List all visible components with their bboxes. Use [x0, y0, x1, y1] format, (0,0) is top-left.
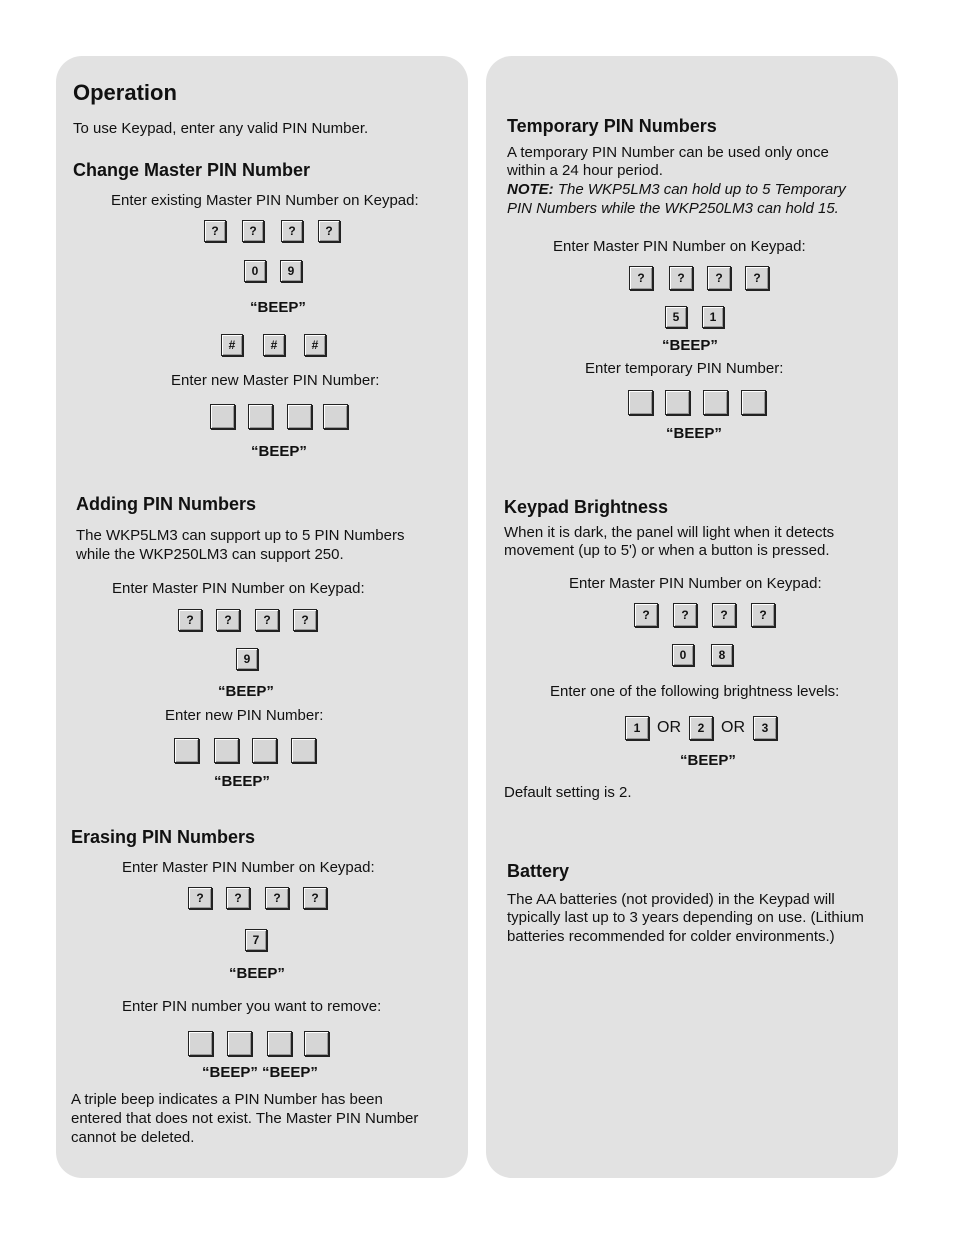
or-label: OR: [721, 719, 745, 736]
key-button: ?: [242, 220, 264, 242]
key-button: 0: [672, 644, 694, 666]
erasing-note-line3: cannot be deleted.: [71, 1129, 195, 1146]
key-button: 9: [236, 648, 258, 670]
key-button: [188, 1031, 213, 1056]
key-button: [304, 1031, 329, 1056]
temporary-step2: Enter temporary PIN Number:: [585, 360, 784, 377]
page-title: Operation: [73, 80, 177, 105]
key-button: ?: [281, 220, 303, 242]
key-button: ?: [745, 266, 769, 290]
key-button: 1: [625, 716, 649, 740]
key-button: ?: [634, 603, 658, 627]
key-button: 7: [245, 929, 267, 951]
battery-line1: The AA batteries (not provided) in the Keypad will: [507, 891, 835, 908]
erasing-keys-code: [245, 929, 267, 951]
key-button: ?: [712, 603, 736, 627]
beep-label: “BEEP” “BEEP”: [202, 1064, 318, 1081]
key-button: [252, 738, 277, 763]
key-button: 8: [711, 644, 733, 666]
key-button: [703, 390, 728, 415]
erasing-note-line2: entered that does not exist. The Master PIN Number: [71, 1110, 419, 1127]
erasing-keys-master: [188, 887, 327, 909]
key-button: #: [263, 334, 285, 356]
erasing-note-line1: A triple beep indicates a PIN Number has been: [71, 1091, 383, 1108]
temporary-keys-new: [628, 390, 766, 415]
key-button: #: [221, 334, 243, 356]
note-label: NOTE:: [507, 181, 554, 198]
key-button: 5: [665, 306, 687, 328]
key-button: 9: [280, 260, 302, 282]
key-button: ?: [669, 266, 693, 290]
brightness-heading: Keypad Brightness: [504, 497, 669, 517]
change-master-keys-new: [210, 404, 348, 429]
key-button: ?: [226, 887, 250, 909]
key-button: #: [304, 334, 326, 356]
beep-label: “BEEP”: [251, 443, 307, 460]
brightness-default: Default setting is 2.: [504, 784, 632, 801]
adding-keys-new: [174, 738, 316, 763]
key-button: ?: [216, 609, 240, 631]
adding-keys-master: [178, 609, 317, 631]
temporary-note-line2: PIN Numbers while the WKP250LM3 can hold 15.: [507, 200, 839, 217]
adding-keys-code: [236, 648, 258, 670]
key-button: [227, 1031, 252, 1056]
key-button: [174, 738, 199, 763]
key-button: [267, 1031, 292, 1056]
erasing-keys-remove: [188, 1031, 329, 1056]
change-master-keys-code: [244, 260, 302, 282]
brightness-desc-line2: movement (up to 5') or when a button is pressed.: [504, 542, 830, 559]
key-button: [214, 738, 239, 763]
key-button: ?: [188, 887, 212, 909]
adding-step2: Enter new PIN Number:: [165, 707, 324, 724]
key-button: ?: [255, 609, 279, 631]
adding-desc-line2: while the WKP250LM3 can support 250.: [76, 546, 344, 563]
erasing-step1: Enter Master PIN Number on Keypad:: [122, 859, 375, 876]
beep-label: “BEEP”: [218, 683, 274, 700]
key-button: [741, 390, 766, 415]
battery-line2: typically last up to 3 years depending on use. (Lithium: [507, 909, 864, 926]
key-button: ?: [265, 887, 289, 909]
key-button: [323, 404, 348, 429]
key-button: ?: [178, 609, 202, 631]
key-button: [210, 404, 235, 429]
beep-label: “BEEP”: [214, 773, 270, 790]
intro-text: To use Keypad, enter any valid PIN Number.: [73, 120, 369, 137]
key-button: [665, 390, 690, 415]
change-master-keys-hash: [221, 334, 326, 356]
change-master-keys-existing: [204, 220, 340, 242]
beep-label: “BEEP”: [662, 337, 718, 354]
temporary-keys-master: [629, 266, 769, 290]
temporary-keys-code: [665, 306, 724, 328]
key-button: ?: [629, 266, 653, 290]
brightness-keys-code: [672, 644, 733, 666]
change-master-step2: Enter new Master PIN Number:: [171, 372, 380, 389]
key-button: ?: [318, 220, 340, 242]
brightness-desc-line1: When it is dark, the panel will light when it detects: [504, 524, 835, 541]
temporary-note-line1: [507, 180, 846, 199]
key-button: ?: [673, 603, 697, 627]
key-button: ?: [707, 266, 731, 290]
beep-label: “BEEP”: [680, 752, 736, 769]
temporary-desc-line1: A temporary PIN Number can be used only once: [507, 144, 829, 161]
battery-heading: Battery: [507, 861, 570, 881]
key-button: [628, 390, 653, 415]
key-button: ?: [204, 220, 226, 242]
key-button: 0: [244, 260, 266, 282]
erasing-step2: Enter PIN number you want to remove:: [122, 998, 382, 1015]
key-button: [287, 404, 312, 429]
adding-heading: Adding PIN Numbers: [76, 494, 257, 514]
change-master-heading: Change Master PIN Number: [73, 160, 311, 180]
key-button: ?: [303, 887, 327, 909]
adding-step1: Enter Master PIN Number on Keypad:: [112, 580, 365, 597]
beep-label: “BEEP”: [666, 425, 722, 442]
battery-line3: batteries recommended for colder environments.): [507, 928, 835, 945]
change-master-step1: Enter existing Master PIN Number on Keypad:: [111, 192, 419, 209]
key-button: 3: [753, 716, 777, 740]
beep-label: “BEEP”: [250, 299, 306, 316]
brightness-levels: [625, 716, 777, 740]
note-text: The WKP5LM3 can hold up to 5 Temporary: [553, 181, 846, 198]
or-label: OR: [657, 719, 681, 736]
key-button: [291, 738, 316, 763]
key-button: ?: [293, 609, 317, 631]
temporary-step1: Enter Master PIN Number on Keypad:: [553, 238, 806, 255]
key-button: [248, 404, 273, 429]
key-button: 2: [689, 716, 713, 740]
erasing-heading: Erasing PIN Numbers: [71, 827, 256, 847]
key-button: 1: [702, 306, 724, 328]
beep-label: “BEEP”: [229, 965, 285, 982]
brightness-step1: Enter Master PIN Number on Keypad:: [569, 575, 822, 592]
adding-desc-line1: The WKP5LM3 can support up to 5 PIN Numbers: [76, 527, 405, 544]
brightness-keys-master: [634, 603, 775, 627]
temporary-heading: Temporary PIN Numbers: [507, 116, 717, 136]
brightness-step2: Enter one of the following brightness levels:: [550, 683, 840, 700]
temporary-desc-line2: within a 24 hour period.: [507, 162, 663, 179]
key-button: ?: [751, 603, 775, 627]
